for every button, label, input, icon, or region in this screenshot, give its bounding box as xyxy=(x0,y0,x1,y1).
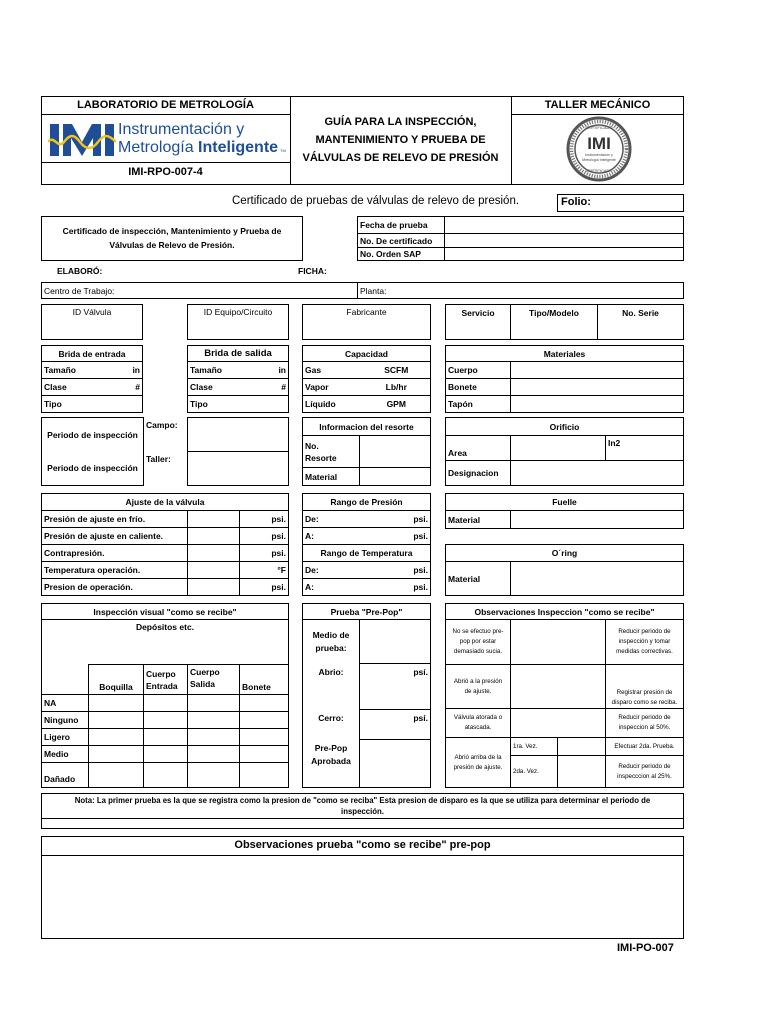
seal-mark: IMI xyxy=(587,134,611,153)
centro-field[interactable]: Centro de Trabajo: xyxy=(42,283,358,299)
cert-title: Certificado de pruebas de válvulas de relevo de presión. xyxy=(232,195,520,207)
rango-presion-a[interactable]: psi. xyxy=(359,528,431,545)
rango-presion-de[interactable]: psi. xyxy=(359,511,431,528)
tipo-entrada-field[interactable] xyxy=(102,396,143,413)
oring-table: O´ring Material xyxy=(445,544,684,596)
nota-line-2: inspección. xyxy=(341,807,384,816)
no-cert-label: No. De certificado xyxy=(358,234,445,248)
no-cert-field[interactable] xyxy=(445,234,684,248)
obs-inspeccion-table: Observaciones Inspeccion "como se recibe" No se efectuo pre- pop por estar demasiado sucia. Reducir periodo de inspección y tomar medidas correctivas. Abrió a la presión de ajuste. Registrar presión de disparo como se reciba. Válvula atorada o atascada. Reducir periodo de inspeccion al 50%. Abrió arriba de la presión de ajuste. 1ra. Vez. Efectuar 2da. Prueba. 2da. Vez. Reducir periodo de inspecccion al 25%. xyxy=(445,603,684,788)
campo-field[interactable] xyxy=(188,418,289,452)
elaboro-label: ELABORÓ: xyxy=(57,266,103,276)
oring-title: O´ring xyxy=(446,545,684,562)
orificio-table: Orificio Area In2 Designacion xyxy=(445,417,684,486)
imi-logo-icon xyxy=(48,120,116,160)
gas-field[interactable]: SCFM xyxy=(363,362,431,379)
folio-label: Folio: xyxy=(561,196,591,208)
caliente-field[interactable] xyxy=(188,528,240,545)
prepop-table: Prueba "Pre-Pop" Medio de prueba: Abrio: psí. Cerro: psí. Pre-Pop Aprobada xyxy=(302,603,431,788)
oring-material-field[interactable] xyxy=(511,562,684,596)
resorte-title: Informacion del resorte xyxy=(303,418,431,436)
logo-text-2: Metrología xyxy=(118,139,199,156)
seal-bottom: CERTIFICADO xyxy=(585,168,613,173)
servicio-table xyxy=(445,304,684,340)
planta-field[interactable]: Planta: xyxy=(358,283,684,299)
taller-title: TALLER MECÁNICO xyxy=(544,99,651,111)
ajuste-table: Ajuste de la válvula Presión de ajuste en frío. psi. Presión de ajuste en caliente. psi. Contrapresión. psi. Temperatura operación. °F Presion de operación. psi. xyxy=(41,493,289,596)
depositos-label: Depósitos etc. xyxy=(42,620,289,665)
visual-title: Inspección visual "como se recibe" xyxy=(42,604,289,620)
cert-desc-2: Válvulas de Relevo de Presión. xyxy=(109,240,235,250)
observaciones-title: Observaciones prueba "como se recibe" pre-pop xyxy=(234,839,491,851)
seal-sub-1: Instrumentación y xyxy=(585,153,613,157)
logo-text-1: Instrumentación y xyxy=(118,121,245,138)
material-resorte-field[interactable] xyxy=(360,468,431,486)
id-equipo-label: ID Equipo/Circuito xyxy=(203,307,273,317)
abrio-field[interactable]: psí. xyxy=(360,664,431,710)
prepop-title: Prueba "Pre-Pop" xyxy=(303,604,431,620)
id-valvula-label: ID Válvula xyxy=(72,307,112,317)
rango-temp-title: Rango de Temperatura xyxy=(303,545,431,562)
temp-field[interactable] xyxy=(188,562,240,579)
designacion-field[interactable] xyxy=(511,461,684,486)
bonete-field[interactable] xyxy=(511,379,684,396)
clase-entrada-field[interactable]: # xyxy=(102,379,143,396)
fabricante-label: Fabricante xyxy=(346,307,387,317)
tamano-salida-field[interactable]: in xyxy=(248,362,289,379)
visual-table: Inspección visual "como se recibe" Depósitos etc. Boquilla Cuerpo Entrada Cuerpo Salida Bonete NA Ninguno Ligero Medio Dañado xyxy=(41,603,289,788)
logo-tm: TM xyxy=(280,148,286,153)
centro-table xyxy=(41,282,684,299)
clase-salida-field[interactable]: # xyxy=(248,379,289,396)
aprobada-field[interactable] xyxy=(360,740,431,788)
capacidad-title: Capacidad xyxy=(303,346,431,362)
title-line-1: GUÍA PARA LA INSPECCIÓN, xyxy=(324,116,477,128)
no-sap-label: No. Orden SAP xyxy=(358,248,445,261)
certified-seal xyxy=(566,116,632,182)
fuelle-table: Fuelle Material xyxy=(445,493,684,529)
tamano-entrada-field[interactable]: in xyxy=(102,362,143,379)
rango-temp-a[interactable]: psi. xyxy=(359,579,431,596)
ficha-label: FICHA: xyxy=(298,266,327,276)
brida-entrada-table: Brida de entrada Tamaño in Clase # Tipo xyxy=(41,345,143,413)
observaciones-box[interactable] xyxy=(41,836,684,939)
liquido-field[interactable]: GPM xyxy=(363,396,431,413)
cuerpo-field[interactable] xyxy=(511,362,684,379)
form-code: IMI-RPO-007-4 xyxy=(128,166,203,178)
tapon-field[interactable] xyxy=(511,396,684,413)
capacidad-table: Capacidad Gas SCFM Vapor Lb/hr Líquido GPM xyxy=(302,345,431,413)
fuelle-material-field[interactable] xyxy=(511,511,684,529)
materiales-title: Materiales xyxy=(446,346,684,362)
seal-sub-2: Metrología Inteligente xyxy=(582,158,616,162)
periodo-table: Periodo de inspección Campo: Periodo de inspección Taller: xyxy=(41,417,289,486)
rango-presion-table: Rango de Presión De: psi. A: psi. Rango de Temperatura De: psi. A: psi. xyxy=(302,493,431,596)
fuelle-title: Fuelle xyxy=(446,494,684,511)
oper-field[interactable] xyxy=(188,579,240,596)
medio-prueba-field[interactable] xyxy=(360,620,431,664)
brida-entrada-title: Brida de entrada xyxy=(42,346,143,362)
cert-info-table xyxy=(357,216,684,261)
no-resorte-field[interactable] xyxy=(360,436,431,468)
obs-title: Observaciones Inspeccion "como se recibe" xyxy=(446,604,684,620)
tipo-salida-field[interactable] xyxy=(248,396,289,413)
orificio-title: Orificio xyxy=(446,418,684,436)
fecha-field[interactable] xyxy=(445,217,684,234)
ajuste-title: Ajuste de la válvula xyxy=(42,494,289,511)
seal-top: CERTIFICADO xyxy=(585,125,613,130)
servicio-cell[interactable]: Servicio xyxy=(446,305,511,340)
rango-presion-title: Rango de Presión xyxy=(303,494,431,511)
resorte-table: Informacion del resorte No. Resorte Material xyxy=(302,417,431,486)
frio-field[interactable] xyxy=(188,511,240,528)
no-serie-cell[interactable]: No. Serie xyxy=(598,305,684,340)
footer-code: IMI-PO-007 xyxy=(617,942,674,954)
cert-desc-1: Certificado de inspección, Mantenimiento y Prueba de xyxy=(62,226,282,236)
title-line-3: VÁLVULAS DE RELEVO DE PRESIÓN xyxy=(302,152,499,164)
area-field[interactable] xyxy=(511,436,606,461)
contra-field[interactable] xyxy=(188,545,240,562)
fecha-label: Fecha de prueba xyxy=(358,217,445,234)
cerro-field[interactable]: psí. xyxy=(360,710,431,740)
taller-field[interactable] xyxy=(188,452,289,486)
logo-text-3: Inteligente xyxy=(198,139,279,156)
materiales-table: Materiales Cuerpo Bonete Tapón xyxy=(445,345,684,413)
frio-unit-field[interactable]: psi. xyxy=(240,511,289,528)
nota-line-1: Nota: La primer prueba es la que se registra como la presion de "como se reciba" Esta presion de disparo es la que se utiliza para determinar el periodo de xyxy=(74,796,651,805)
logo xyxy=(48,120,288,160)
brida-salida-table: Brida de salida Tamaño in Clase # Tipo xyxy=(187,345,289,413)
vapor-field[interactable]: Lb/hr xyxy=(363,379,431,396)
brida-salida-title: Brida de salida xyxy=(188,346,289,362)
title-line-2: MANTENIMIENTO Y PRUEBA DE xyxy=(315,134,486,146)
lab-title: LABORATORIO DE METROLOGÍA xyxy=(77,99,254,111)
no-sap-field[interactable] xyxy=(445,248,684,261)
tipo-modelo-cell[interactable]: Tipo/Modelo xyxy=(511,305,598,340)
rango-temp-de[interactable]: psi. xyxy=(359,562,431,579)
cert-description-box xyxy=(41,216,303,261)
